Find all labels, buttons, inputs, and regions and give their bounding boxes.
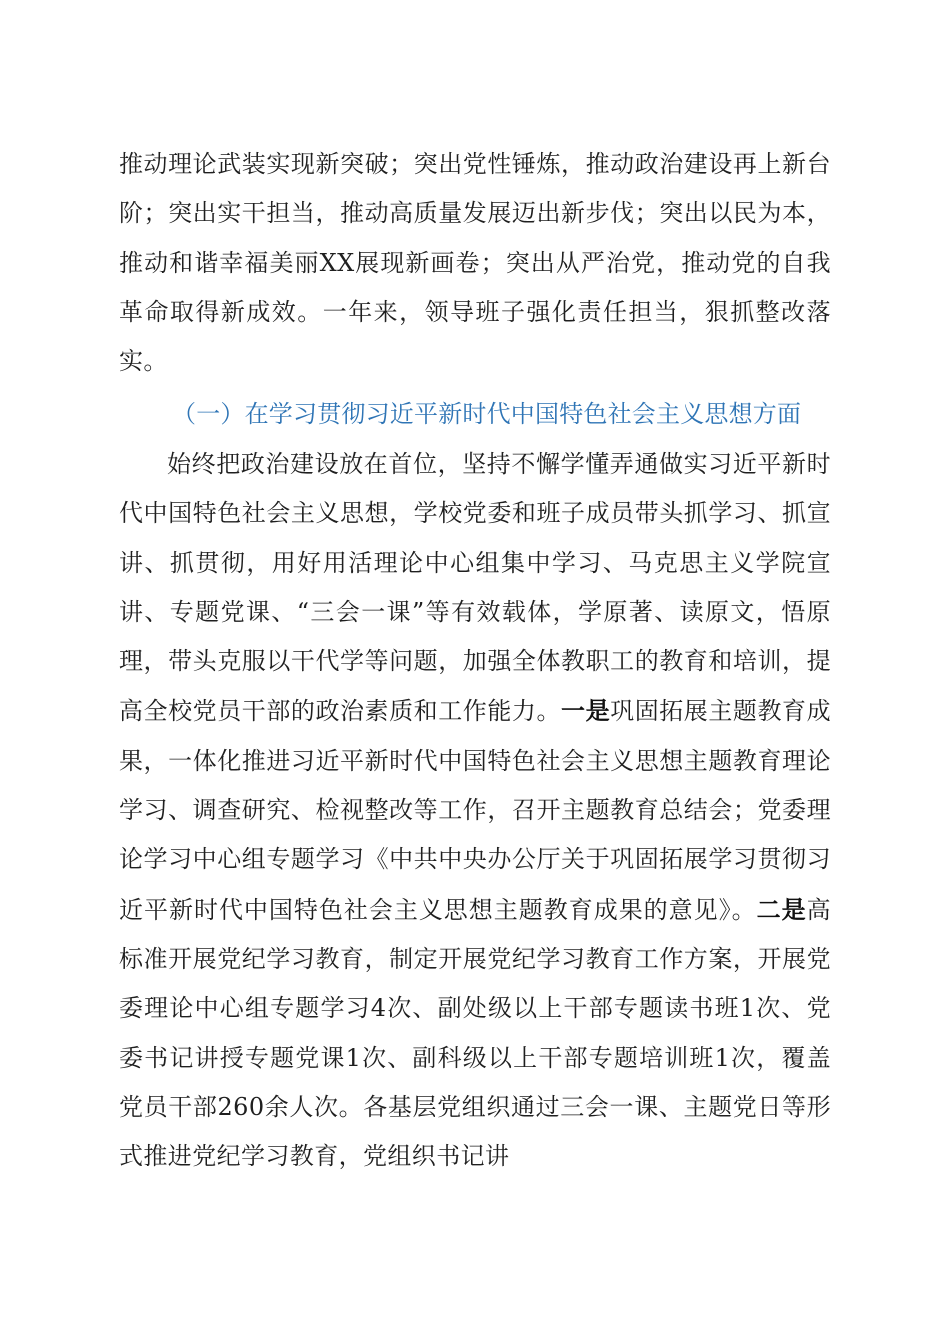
paragraph-intro-text: 始终把政治建设放在首位，坚持不懈学懂弄通做实习近平新时代中国特色社会主义思想，学校党委和班子成员带头抓学习、抓宣讲、抓贯彻，用好用活理论中心组集中学习、马克思主义学院宣讲、专题党课、“三会一课”等有效载体，学原著、读原文，悟原理，带头克服以干代学等问题，加强全体教职工的教育和培训，提高全校党员干部的政治素质和工作能力。 xyxy=(119,450,831,726)
point-2-label: 二是 xyxy=(756,894,807,924)
point-2-text: 高标准开展党纪学习教育，制定开展党纪学习教育工作方案，开展党委理论中心组专题学习4次、副处级以上干部专题读书班1次、党委书记讲授专题党课1次、副科级以上干部专题培训班1次，覆盖党员干部260余人次。各基层党组织通过三会一课、主题党日等形式推进党纪学习教育，党组织书记讲 xyxy=(119,895,831,1171)
section-heading-1: （一）在学习贯彻习近平新时代中国特色社会主义思想方面 xyxy=(172,400,802,428)
body-paragraph-continued: 推动理论武装实现新突破；突出党性锤炼，推动政治建设再上新台阶；突出实干担当，推动高质量发展迈出新步伐；突出以民为本，推动和谐幸福美丽XX展现新画卷；突出从严治党，推动党的自我革命取得新成效。一年来，领导班子强化责任担当，狠抓整改落实。 xyxy=(119,150,831,376)
body-paragraph-section-1 xyxy=(119,440,831,1181)
point-1-text: 巩固拓展主题教育成果，一体化推进习近平新时代中国特色社会主义思想主题教育理论学习、调查研究、检视整改等工作，召开主题教育总结会；党委理论学习中心组专题学习《中共中央办公厅关于巩固拓展学习贯彻习近平新时代中国特色社会主义思想主题教育成果的意见》。 xyxy=(119,697,831,924)
point-1-label: 一是 xyxy=(561,696,611,726)
